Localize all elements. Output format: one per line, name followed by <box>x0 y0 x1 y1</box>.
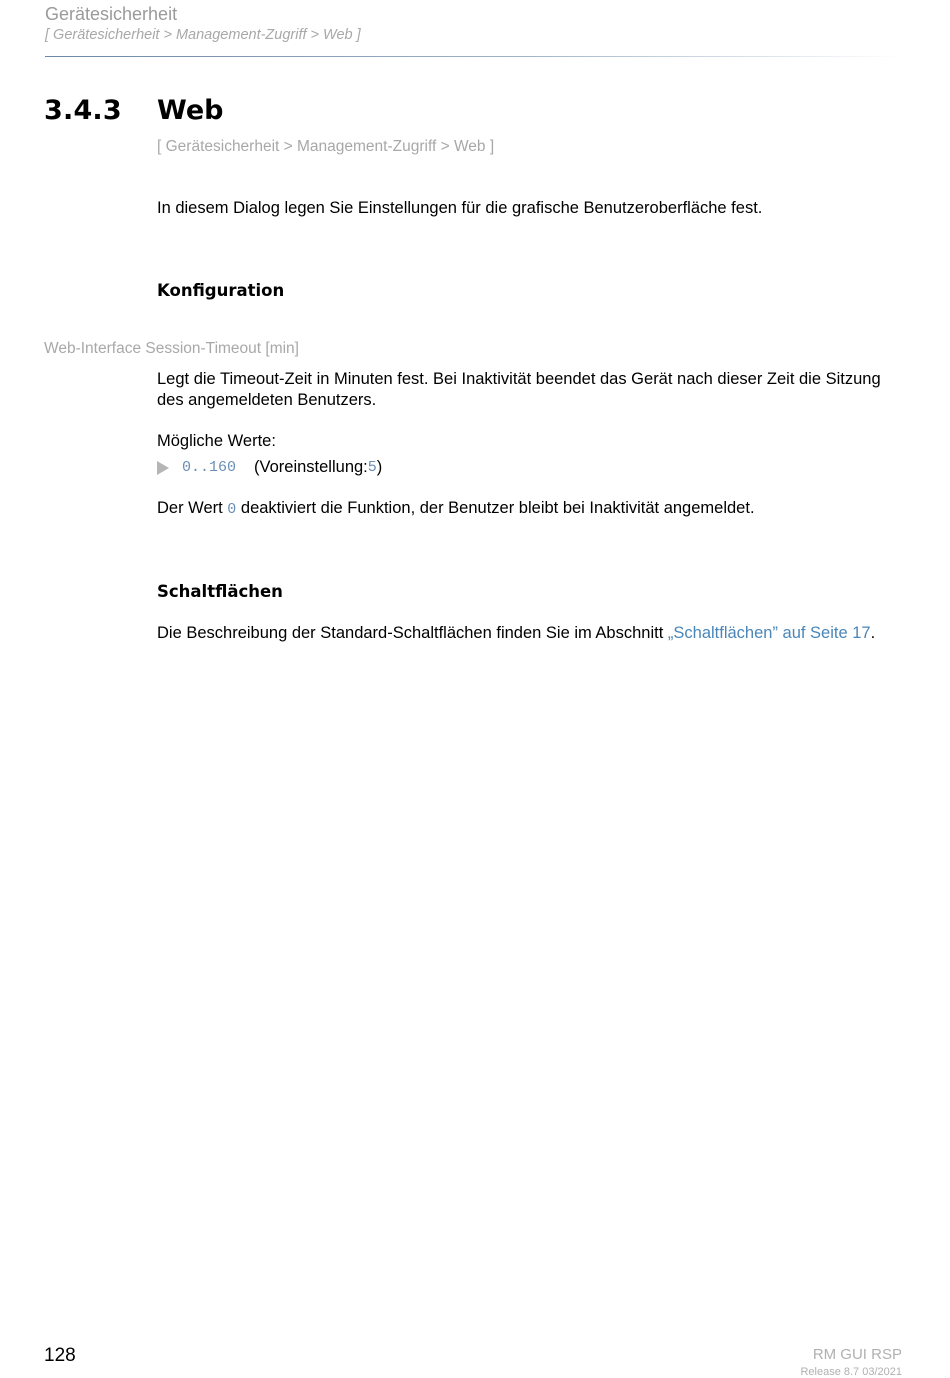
schaltflaechen-heading: Schaltflächen <box>157 582 283 601</box>
schaltflaechen-description <box>157 623 875 644</box>
possible-values-label: Mögliche Werte: <box>157 432 276 450</box>
chapter-title: Gerätesicherheit <box>45 4 178 24</box>
zero-value-note <box>157 498 755 520</box>
schaltflaechen-link[interactable]: „Schaltflächen” auf Seite 17 <box>667 624 871 642</box>
default-prefix: (Voreinstellung: <box>254 458 368 476</box>
value-list-item <box>157 457 382 478</box>
header-breadcrumb: [ Gerätesicherheit > Management-Zugriff > Web ] <box>45 27 361 43</box>
default-value: 5 <box>367 459 377 476</box>
parameter-description: Legt die Timeout-Zeit in Minuten fest. Bei Inaktivität beendet das Gerät nach dieser Zeit die Sitzung des angemeldeten Benutzers. <box>157 370 881 409</box>
value-range: 0..160 <box>182 459 237 476</box>
section-intro: In diesem Dialog legen Sie Einstellungen für die grafische Benutzeroberfläche fest. <box>157 199 763 217</box>
note-value: 0 <box>227 501 237 518</box>
note-suffix: deaktiviert die Funktion, der Benutzer bleibt bei Inaktivität angemeldet. <box>236 499 755 517</box>
section-breadcrumb: [ Gerätesicherheit > Management-Zugriff > Web ] <box>157 138 495 155</box>
note-prefix: Der Wert <box>157 499 228 517</box>
parameter-name: Web-Interface Session-Timeout [min] <box>44 340 299 357</box>
section-title: Web <box>157 95 224 126</box>
desc-prefix: Die Beschreibung der Standard-Schaltflächen finden Sie im Abschnitt <box>157 624 668 642</box>
default-suffix: ) <box>376 458 383 476</box>
bullet-triangle-icon <box>157 461 169 475</box>
konfiguration-heading: Konfiguration <box>157 281 285 300</box>
header-divider <box>45 56 905 57</box>
section-number: 3.4.3 <box>44 95 122 126</box>
desc-suffix: . <box>870 624 876 642</box>
footer-product: RM GUI RSP <box>812 1346 902 1363</box>
page-number: 128 <box>44 1345 76 1366</box>
footer-release: Release 8.7 03/2021 <box>800 1366 902 1378</box>
